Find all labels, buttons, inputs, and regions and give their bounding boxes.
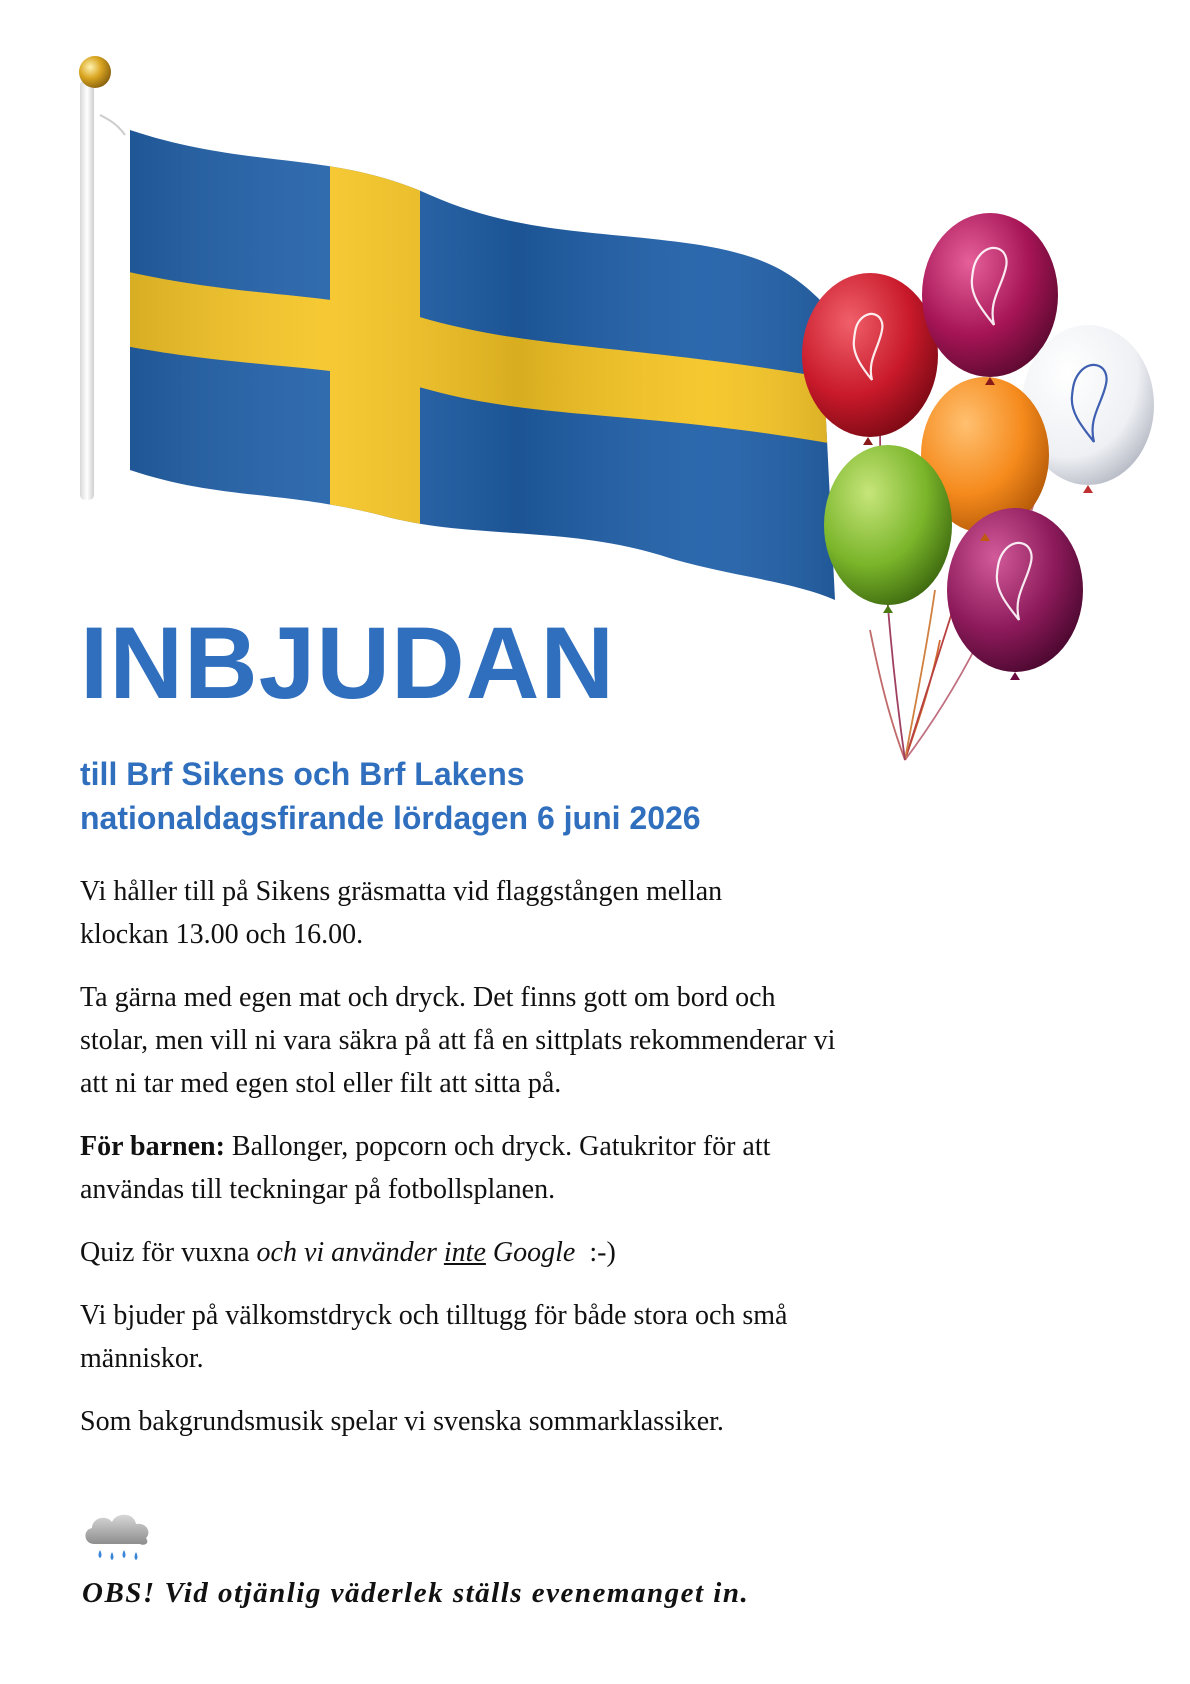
- subtitle-line-2: nationaldagsfirande lördagen 6 juni 2026: [80, 800, 701, 836]
- flagpole-icon: [79, 56, 125, 500]
- paragraph-line: människor.: [80, 1343, 204, 1374]
- paragraph-line: stolar, men vill ni vara säkra på att få en sittplats rekommenderar vi: [80, 1025, 836, 1056]
- invitation-body: [80, 870, 980, 1463]
- quiz-italic-1: och vi använder: [256, 1237, 437, 1268]
- page-subtitle: [80, 752, 701, 840]
- children-text: Ballonger, popcorn och dryck. Gatukritor för att: [231, 1131, 771, 1162]
- paragraph-line: Ta gärna med egen mat och dryck. Det finns gott om bord och: [80, 982, 776, 1013]
- rain-cloud-icon: [80, 1508, 160, 1573]
- swedish-flag-icon: [100, 100, 860, 620]
- balloon-bunch-icon: [802, 213, 1154, 680]
- paragraph-children: [80, 1125, 980, 1211]
- paragraph-line: [80, 1125, 980, 1168]
- paragraph-quiz: [80, 1231, 980, 1274]
- quiz-underline: inte: [443, 1237, 486, 1268]
- smiley: :-): [589, 1237, 616, 1268]
- children-label: För barnen:: [80, 1131, 225, 1162]
- paragraph-food: [80, 976, 980, 1105]
- subtitle-line-1: till Brf Sikens och Brf Lakens: [80, 756, 525, 792]
- paragraph-refreshments: [80, 1294, 980, 1380]
- weather-notice: OBS! Vid otjänlig väderlek ställs evenemanget in.: [82, 1577, 750, 1609]
- page-title: INBJUDAN: [80, 606, 616, 720]
- paragraph-line: att ni tar med egen stol eller filt att sitta på.: [80, 1068, 562, 1099]
- paragraph-location: [80, 870, 980, 956]
- paragraph-line: Vi bjuder på välkomstdryck och tilltugg för både stora och små: [80, 1300, 788, 1331]
- paragraph-line: Vi håller till på Sikens gräsmatta vid flaggstången mellan: [80, 876, 723, 907]
- paragraph-music: Som bakgrundsmusik spelar vi svenska sommarklassiker.: [80, 1406, 724, 1437]
- paragraph-line: klockan 13.00 och 16.00.: [80, 919, 364, 950]
- paragraph-line: användas till teckningar på fotbollsplanen.: [80, 1174, 556, 1205]
- quiz-text: Quiz för vuxna: [80, 1237, 250, 1268]
- quiz-italic-2: Google: [492, 1237, 576, 1268]
